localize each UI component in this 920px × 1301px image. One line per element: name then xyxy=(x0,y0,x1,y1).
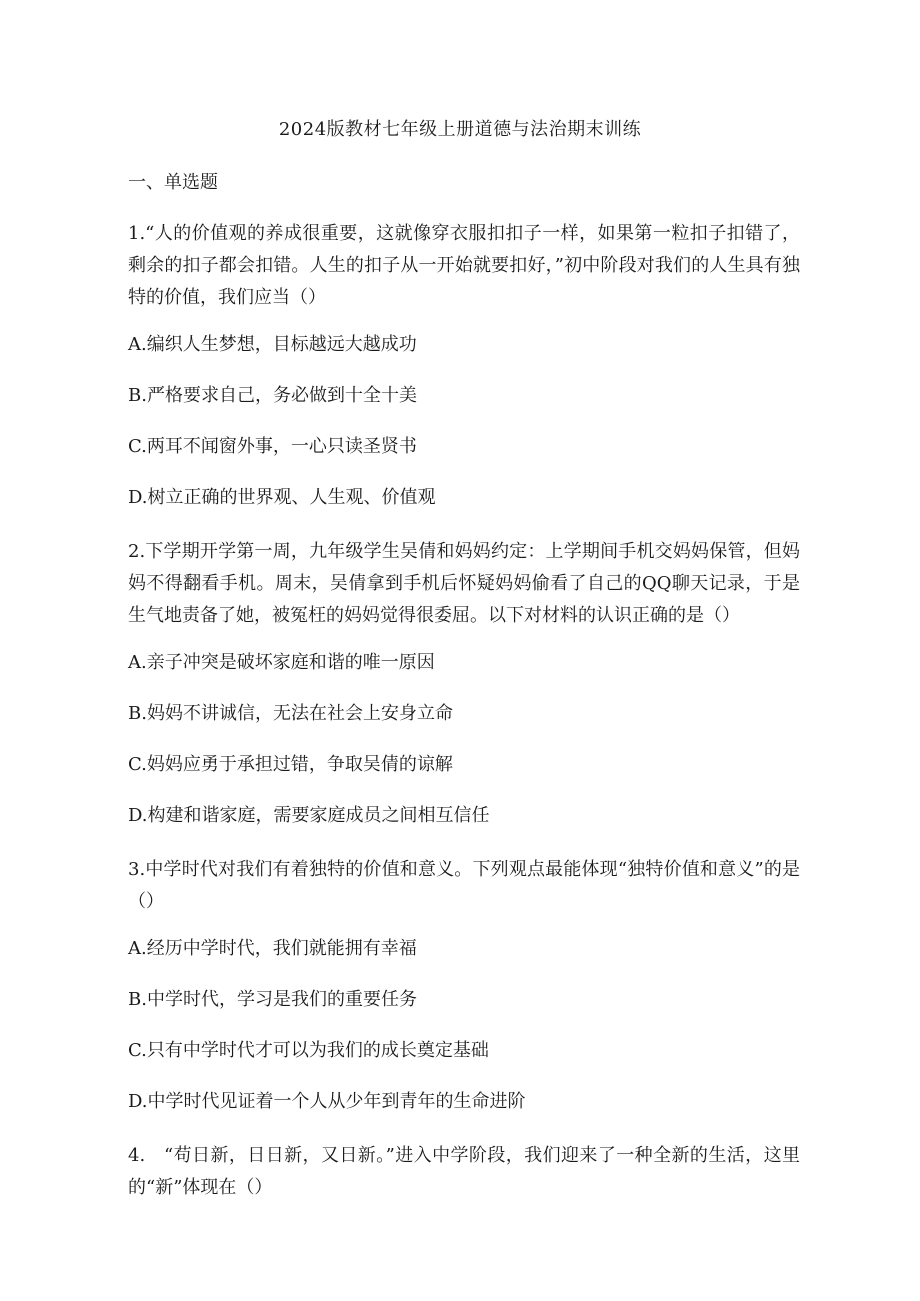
question-2 xyxy=(128,536,800,829)
question-stem: 1.“人的价值观的养成很重要，这就像穿衣服扣扣子一样，如果第一粒扣子扣错了，剩余的扣子都会扣错。人生的扣子从一开始就要扣好，”初中阶段对我们的人生具有独特的价值，我们应当（） xyxy=(128,223,800,308)
document-title: 2024版教材七年级上册道德与法治期末训练 xyxy=(278,119,642,140)
option-d: D.中学时代见证着一个人从少年到青年的生命进阶 xyxy=(128,1091,526,1112)
option-d: D.构建和谐家庭，需要家庭成员之间相互信任 xyxy=(128,805,490,826)
option-c: C.只有中学时代才可以为我们的成长奠定基础 xyxy=(128,1040,489,1061)
option-b: B.严格要求自己，务必做到十全十美 xyxy=(128,385,417,406)
question-stem: 3.中学时代对我们有着独特的价值和意义。下列观点最能体现“独特价值和意义”的是（） xyxy=(128,859,800,912)
section-heading: 一、单选题 xyxy=(128,172,218,193)
question-stem: 2.下学期开学第一周，九年级学生吴倩和妈妈约定：上学期间手机交妈妈保管，但妈妈不得翻看手机。周末，吴倩拿到手机后怀疑妈妈偷看了自己的QQ聊天记录，于是生气地责备了她，被冤枉的妈妈觉得很委屈。以下对材料的认识正确的是（） xyxy=(128,541,800,626)
question-1 xyxy=(128,218,800,511)
question-4 xyxy=(128,1140,800,1204)
question-3 xyxy=(128,854,800,1115)
option-a: A.亲子冲突是破坏家庭和谐的唯一原因 xyxy=(128,652,435,673)
option-d: D.树立正确的世界观、人生观、价值观 xyxy=(128,487,436,508)
option-a: A.编织人生梦想，目标越远大越成功 xyxy=(128,334,417,355)
option-b: B.妈妈不讲诚信，无法在社会上安身立命 xyxy=(128,703,453,724)
option-c: C.妈妈应勇于承担过错，争取吴倩的谅解 xyxy=(128,754,453,775)
option-c: C.两耳不闻窗外事，一心只读圣贤书 xyxy=(128,436,417,457)
option-a: A.经历中学时代，我们就能拥有幸福 xyxy=(128,938,417,959)
question-stem: 4. “苟日新，日日新，又日新。”进入中学阶段，我们迎来了一种全新的生活，这里的“新”体现在（） xyxy=(128,1145,800,1198)
question-list xyxy=(128,218,800,1222)
option-b: B.中学时代，学习是我们的重要任务 xyxy=(128,989,417,1010)
